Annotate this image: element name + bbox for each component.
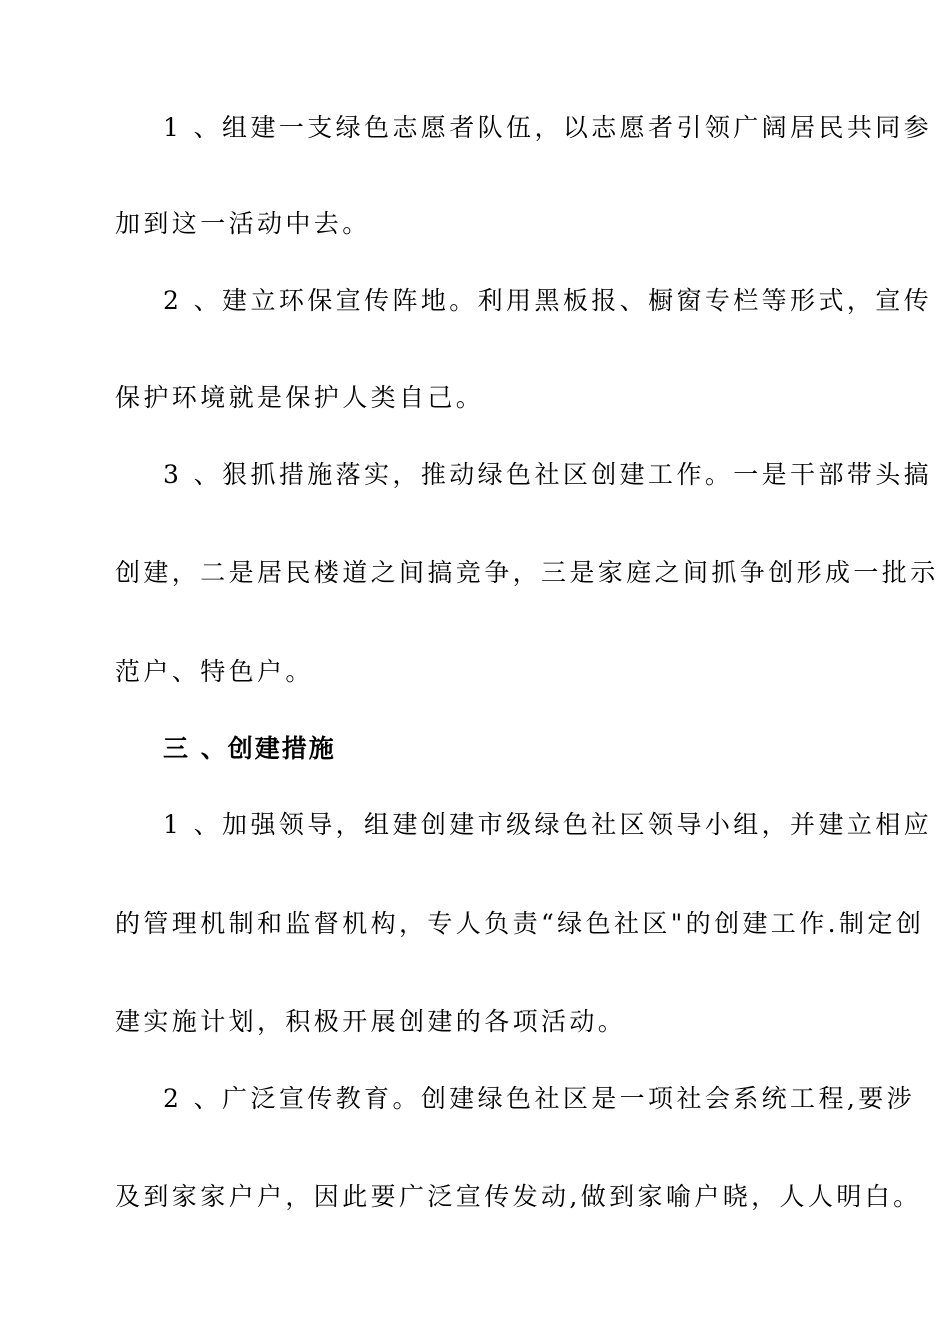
- paragraph-item-2-line-1: 2 、建立环保宣传阵地。利用黑板报、橱窗专栏等形式，宣传: [163, 286, 933, 315]
- measure-1-line-2: 的管理机制和监督机构，专人负责“绿色社区"的创建工作.制定创: [115, 909, 925, 938]
- paragraph-item-3-line-1: 3 、狠抓措施落实，推动绿色社区创建工作。一是干部带头搞: [163, 460, 933, 489]
- measure-2-line-2: 及到家家户户，因此要广泛宣传发动,做到家喻户晓，人人明白。: [115, 1182, 922, 1211]
- paragraph-item-1-line-1: 1 、组建一支绿色志愿者队伍，以志愿者引领广阔居民共同参: [163, 113, 933, 142]
- section-heading: 三 、创建措施: [163, 734, 336, 763]
- measure-2-line-1: 2 、广泛宣传教育。创建绿色社区是一项社会系统工程,要涉: [163, 1084, 916, 1113]
- paragraph-item-2-line-2: 保护环境就是保护人类自己。: [115, 383, 485, 412]
- paragraph-item-3-line-3: 范户、特色户。: [115, 657, 314, 686]
- paragraph-item-3-line-2: 创建，二是居民楼道之间搞竞争，三是家庭之间抓争创形成一批示: [115, 558, 939, 587]
- paragraph-item-1-line-2: 加到这一活动中去。: [115, 209, 371, 238]
- measure-1-line-3: 建实施计划，积极开展创建的各项活动。: [115, 1007, 627, 1036]
- measure-1-line-1: 1 、加强领导，组建创建市级绿色社区领导小组，并建立相应: [163, 810, 933, 839]
